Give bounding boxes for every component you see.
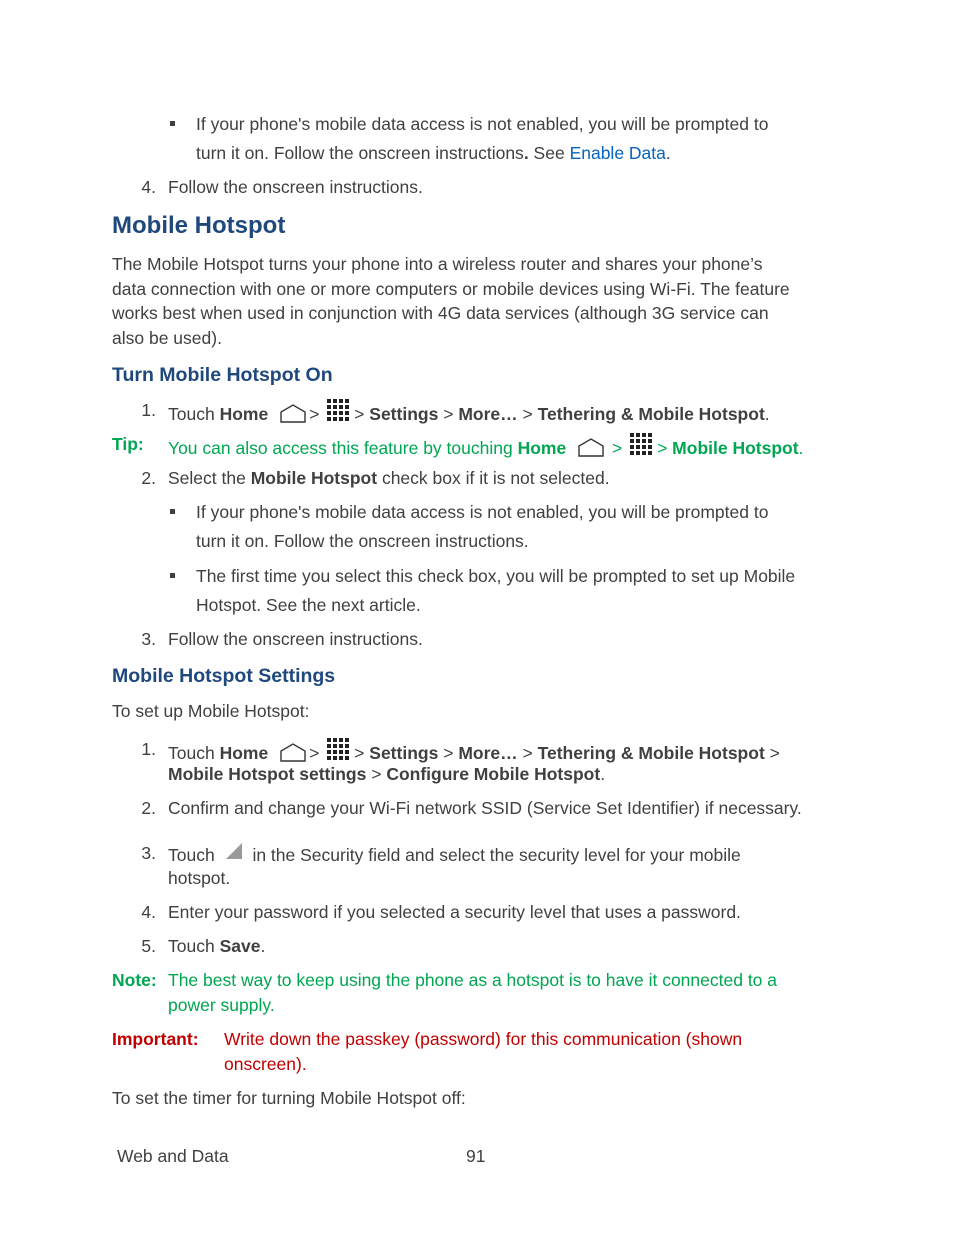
bullet-text: If your phone's mobile data access is not enabled, you will be prompted to xyxy=(196,114,769,134)
bullet-text-line2: turn it on. Follow the onscreen instructions. See Enable Data. xyxy=(196,143,671,163)
home-icon xyxy=(279,742,307,762)
step-number: 2. xyxy=(141,468,156,488)
step-text: Enter your password if you selected a security level that uses a password. xyxy=(168,902,741,922)
step-number: 1. xyxy=(141,400,156,420)
bullet-marker xyxy=(170,121,175,126)
tip-label: Tip: xyxy=(112,434,144,454)
step-number: 3. xyxy=(141,629,156,649)
step-text: Follow the onscreen instructions. xyxy=(168,629,423,649)
apps-icon xyxy=(326,398,352,424)
step-text: Touch Save. xyxy=(168,936,266,956)
enable-data-link[interactable]: Enable Data xyxy=(569,143,666,163)
step-text: Confirm and change your Wi-Fi network SSID (Service Set Identifier) if necessary. xyxy=(168,798,802,818)
step-text: Select the Mobile Hotspot check box if it is not selected. xyxy=(168,468,610,488)
step-text-line2: Mobile Hotspot settings > Configure Mobile Hotspot. xyxy=(168,764,606,784)
subsection-title: Mobile Hotspot Settings xyxy=(112,665,336,687)
step-number: 4. xyxy=(141,177,156,197)
bullet-text: If your phone's mobile data access is not enabled, you will be prompted to turn it on. Follow the onscreen instructions. xyxy=(196,502,769,551)
home-icon xyxy=(279,403,307,423)
apps-icon xyxy=(326,737,352,763)
step-number: 4. xyxy=(141,902,156,922)
important-label: Important: xyxy=(112,1029,199,1049)
step-number: 5. xyxy=(141,936,156,956)
step-number: 2. xyxy=(141,798,156,818)
home-icon xyxy=(577,437,605,457)
paragraph: To set up Mobile Hotspot: xyxy=(112,701,310,721)
bullet-text: The first time you select this check box, you will be prompted to set up Mobile Hotspot. See the next article. xyxy=(196,566,796,615)
footer-section-name: Web and Data xyxy=(117,1146,229,1166)
page-title: Mobile Hotspot xyxy=(112,212,286,239)
paragraph: To set the timer for turning Mobile Hotspot off: xyxy=(112,1088,466,1108)
intro-paragraph: The Mobile Hotspot turns your phone into a wireless router and shares your phone’s data connection with one or more computers or mobile devices using Wi-Fi. The feature works best when used in conjunction with 4G data services (although 3G service can also be used). xyxy=(112,254,790,348)
step-text: Follow the onscreen instructions. xyxy=(168,177,423,197)
tip-text: You can also access this feature by touching Home > > Mobile Hotspot. xyxy=(168,432,803,461)
subsection-title: Turn Mobile Hotspot On xyxy=(112,364,333,386)
step-text: Touch Home > > Settings > More… > Tethering & Mobile Hotspot. xyxy=(168,398,770,427)
important-text: Write down the passkey (password) for this communication (shown onscreen). xyxy=(224,1029,743,1074)
apps-icon xyxy=(629,432,655,458)
dropdown-triangle-icon xyxy=(224,841,244,861)
step-text: Touch Home > > Settings > More… > Tethering & Mobile Hotspot > xyxy=(168,737,780,766)
step-text: Touch in the Security field and select the security level for your mobile xyxy=(168,841,741,868)
step-number: 1. xyxy=(141,739,156,759)
note-label: Note: xyxy=(112,970,157,990)
note-text: The best way to keep using the phone as a hotspot is to have it connected to a power supply. xyxy=(168,970,778,1015)
step-number: 3. xyxy=(141,843,156,863)
bullet-marker xyxy=(170,509,175,514)
footer-page-number: 91 xyxy=(466,1146,486,1166)
step-text-line2: hotspot. xyxy=(168,868,231,888)
bullet-marker xyxy=(170,573,175,578)
